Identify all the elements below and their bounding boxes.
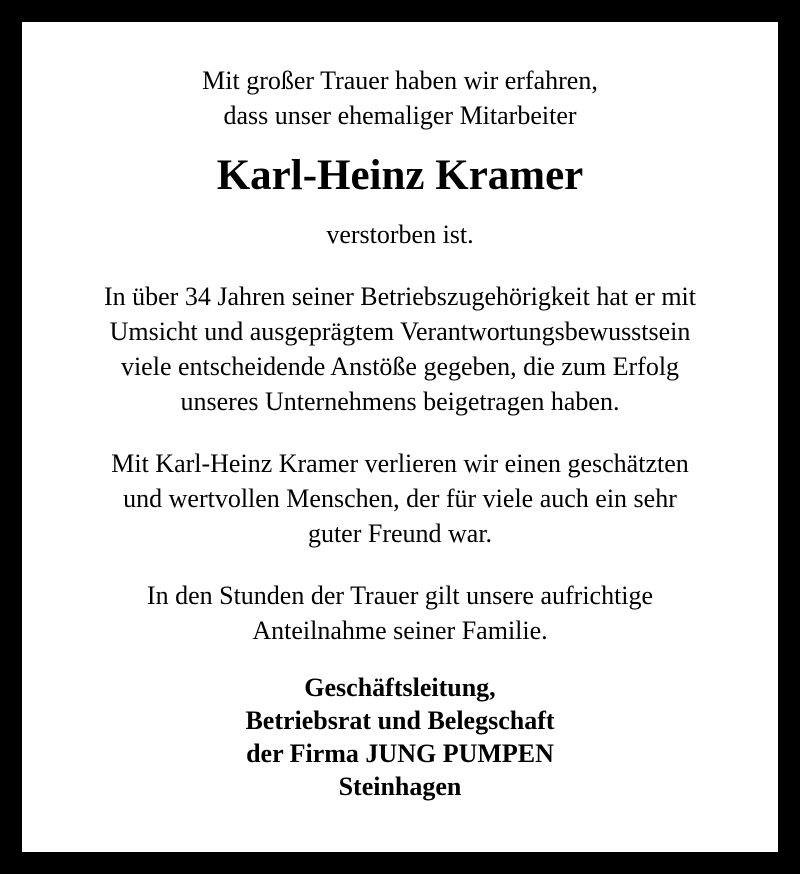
paragraph-line: guter Freund war.	[307, 519, 493, 548]
intro-line: dass unser ehemaliger Mitarbeiter	[223, 101, 577, 130]
deceased-line: verstorben ist.	[326, 220, 474, 249]
signature-line: Geschäftsleitung,	[304, 673, 496, 702]
signature-line: Betriebsrat und Belegschaft	[245, 706, 555, 735]
signature-line: Steinhagen	[338, 772, 462, 801]
signature-line: der Firma JUNG PUMPEN	[246, 739, 554, 768]
intro-line: Mit großer Trauer haben wir erfahren,	[202, 66, 598, 95]
paragraph-condolence	[44, 578, 756, 648]
paragraph-line: Umsicht und ausgeprägtem Verantwortungsbewusstsein	[109, 317, 691, 346]
signature-block	[44, 671, 756, 803]
paragraph-line: und wertvollen Menschen, der für viele auch ein sehr	[123, 484, 677, 513]
obituary-content	[44, 44, 756, 830]
paragraph-line: In den Stunden der Trauer gilt unsere aufrichtige	[146, 581, 654, 610]
intro-text	[44, 63, 756, 133]
paragraph-line: viele entscheidende Anstöße gegeben, die zum Erfolg	[120, 352, 680, 381]
deceased-name: Karl-Heinz Kramer	[216, 152, 584, 199]
paragraph-line: Anteilnahme seiner Familie.	[252, 616, 548, 645]
paragraph-tribute	[44, 446, 756, 551]
paragraph-line: Mit Karl-Heinz Kramer verlieren wir einen geschätzten	[111, 449, 689, 478]
paragraph-line: unseres Unternehmens beigetragen haben.	[180, 387, 620, 416]
paragraph-line: In über 34 Jahren seiner Betriebszugehörigkeit hat er mit	[103, 282, 697, 311]
paragraph-tenure	[44, 279, 756, 419]
